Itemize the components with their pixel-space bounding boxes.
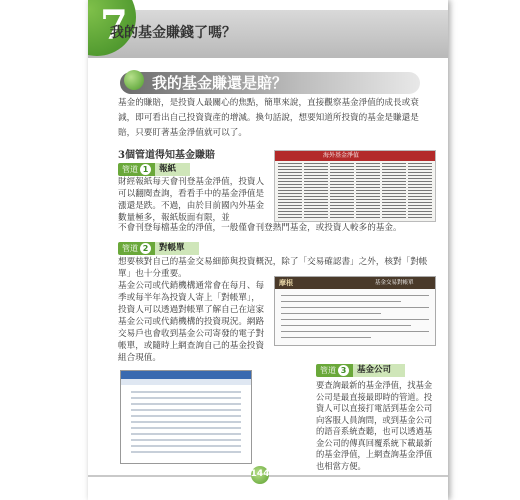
- pipe-tag: 管道 2: [118, 242, 155, 255]
- newspaper-column: [304, 163, 328, 219]
- table-row: [131, 391, 241, 393]
- pipe-2-label: [118, 242, 199, 255]
- section-title: 我的基金賺還是賠？: [152, 74, 288, 92]
- pipe-1-text-tail: 不會刊登每檔基金的淨值，一般僅會刊登熱門基金，或投資人較多的基金。: [118, 223, 402, 233]
- newspaper-column: [356, 163, 380, 219]
- pipe-tag: 管道 3: [316, 364, 353, 377]
- pipe-1-label: [118, 163, 190, 176]
- browser-titlebar: [121, 371, 251, 379]
- intro-paragraph: 基金的賺賠，是投資人最關心的焦點，簡單來說，直接觀察基金淨值的成長或衰減，即可看出自己投資資產的增減。換句話說，想要知道所投資的基金是賺還是賠，只要盯著基金淨值就可以了。: [118, 98, 419, 138]
- pipe-1-text: 財經報紙每天會刊登基金淨值，投資人可以翻閱查詢，看看手中的基金淨值是漲還是跌。不過，由於目前國內外基金數量極多，報紙版面有限，並: [118, 177, 265, 223]
- table-row: [131, 409, 241, 411]
- pipe-number: 2: [140, 243, 151, 254]
- table-row: [131, 397, 241, 399]
- pipe-title: 對帳單: [155, 242, 199, 255]
- pipe-3-text: 要查詢最新的基金淨值，找基金公司是最直接最即時的管道。投資人可以直接打電話到基金公司向客服人員詢問，或到基金公司的語音系統查聽，也可以透過基金公司的傳真回覆系統下載最新的基金淨值，上網查詢基金淨值也相當方便。: [316, 380, 433, 471]
- table-row: [131, 421, 241, 423]
- chapter-title: 我的基金賺錢了嗎？: [110, 25, 236, 41]
- table-row: [131, 445, 241, 447]
- table-row: [131, 433, 241, 435]
- table-row: [131, 439, 241, 441]
- section-bullet-icon: [124, 70, 144, 90]
- pipe-number: 1: [140, 164, 151, 175]
- statement-line: [281, 307, 429, 308]
- page-number: 144: [250, 469, 270, 479]
- statement-title: 基金交易對帳單: [375, 280, 414, 286]
- statement-image: [274, 276, 436, 346]
- pipe-3-label: [316, 364, 405, 377]
- pipe-title: 報紙: [155, 163, 190, 176]
- website-screenshot-image: [120, 370, 252, 464]
- newspaper-title: 海外基金淨值: [323, 152, 360, 159]
- chapter-number: 7: [100, 2, 128, 49]
- table-row: [131, 451, 241, 453]
- newspaper-image: [274, 150, 436, 222]
- statement-line: [281, 313, 381, 314]
- statement-line: [281, 337, 371, 338]
- statement-line: [281, 331, 429, 332]
- statement-line: [281, 301, 401, 302]
- statement-logo: 摩根: [279, 279, 293, 287]
- statement-line: [281, 295, 429, 296]
- browser-toolbar: [121, 379, 251, 385]
- pipe-title: 基金公司: [353, 364, 405, 377]
- table-row: [131, 427, 241, 429]
- statement-line: [281, 319, 429, 320]
- pipe-tag: 管道 1: [118, 163, 155, 176]
- newspaper-column: [408, 163, 432, 219]
- newspaper-column: [278, 163, 302, 219]
- statement-line: [281, 325, 411, 326]
- newspaper-column: [330, 163, 354, 219]
- book-page: [88, 0, 448, 500]
- newspaper-column: [382, 163, 406, 219]
- pipe-2-text: 想要核對自己的基金交易細節與投資概況，除了「交易確認書」之外，核對「對帳單」也十分重要。: [118, 257, 428, 279]
- table-row: [131, 403, 241, 405]
- ways-heading: 3個管道得知基金賺賠: [118, 150, 215, 161]
- pipe-2-body: 基金公司或代銷機構通常會在每月、每季或每半年為投資人寄上「對帳單」，投資人可以透過對帳單了解自己在這家基金公司或代銷機構的投資現況。網路交易戶也會收到基金公司寄發的電子對帳單，或隨時上網查詢自己的基金投資組合現值。: [118, 281, 265, 363]
- pipe-number: 3: [338, 365, 349, 376]
- table-row: [131, 415, 241, 417]
